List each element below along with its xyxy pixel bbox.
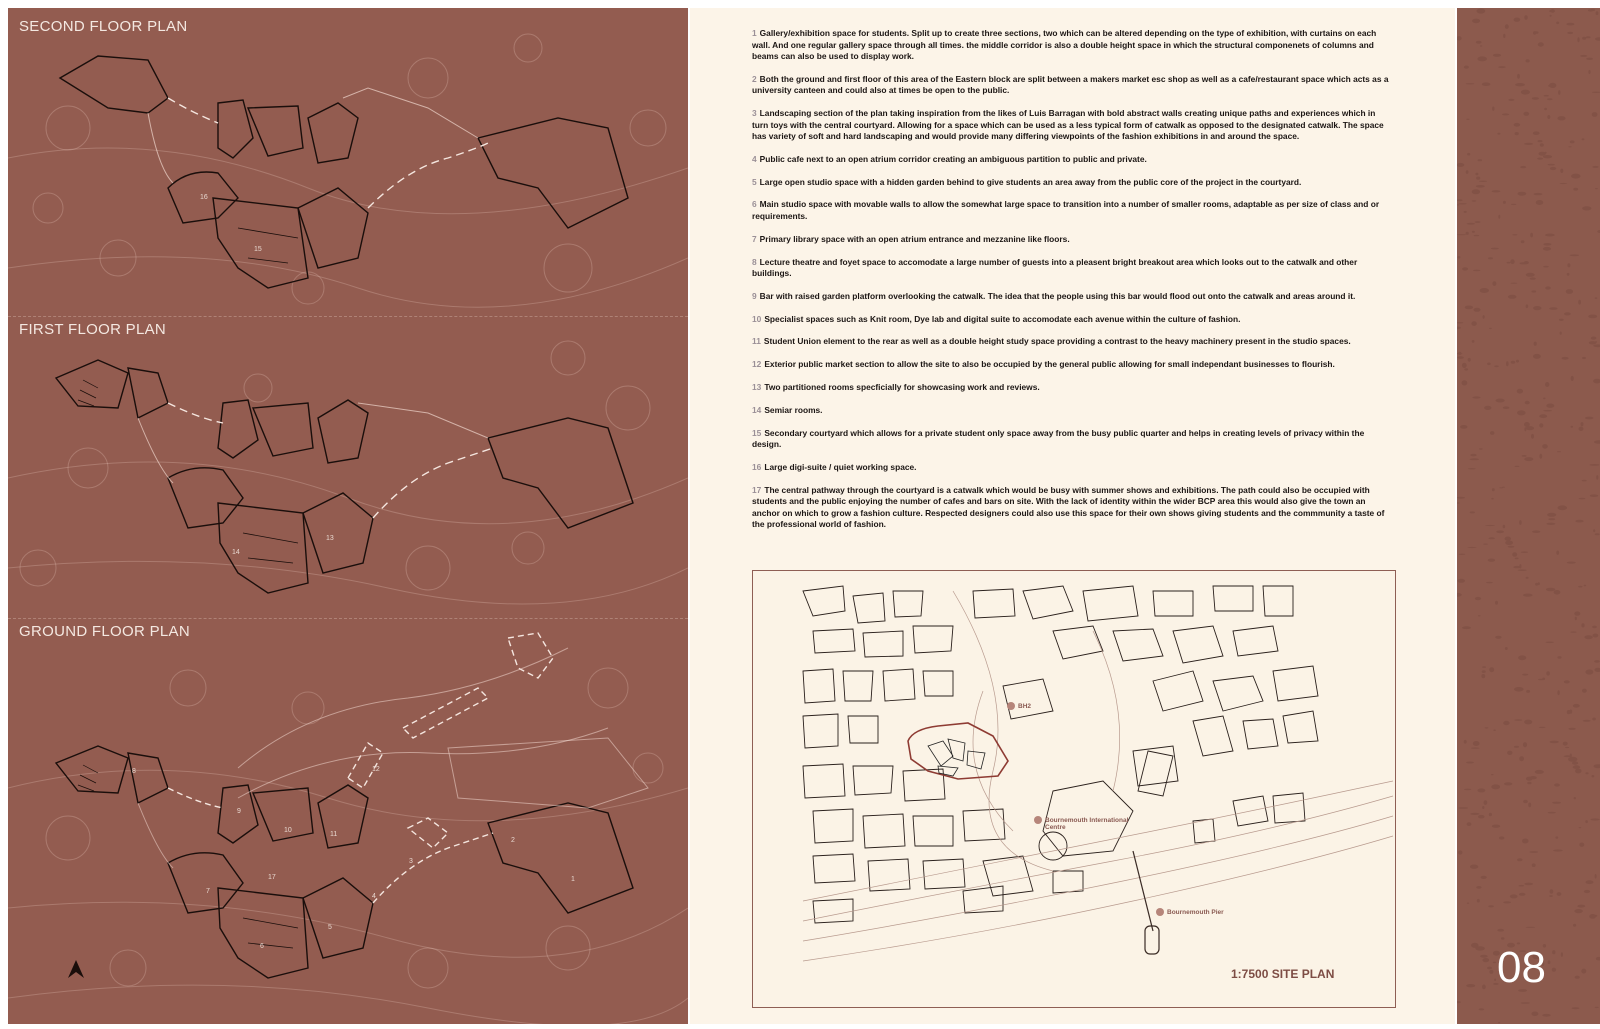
room-note-text: Gallery/exhibition space for students. Split up to create three sections, two which can be altered depending on the type of exhibition, with curtains on each wall. And one regular gallery space through all times. the middle corridor is also a double height space in which the structural componenets of columns and beams can also be used to display work. xyxy=(752,28,1377,61)
room-note-text: Two partitioned rooms specficially for showcasing work and reviews. xyxy=(764,382,1040,393)
room-note xyxy=(752,177,1392,189)
room-note xyxy=(752,382,1392,394)
room-note xyxy=(752,28,1392,63)
room-note xyxy=(752,108,1392,143)
room-note-number: 3 xyxy=(752,108,757,119)
room-note-number: 14 xyxy=(752,404,762,415)
room-number-label: 8 xyxy=(132,768,136,775)
pier-marker xyxy=(1156,908,1164,916)
page-number: 08 xyxy=(1497,943,1546,992)
room-number-label: 11 xyxy=(330,831,338,838)
room-note-text: Main studio space with movable walls to allow the somewhat large space to transition into a number of smaller rooms, adaptable as per size of class and or requirements. xyxy=(752,199,1380,221)
second-floor-plan-title: SECOND FLOOR PLAN xyxy=(19,18,188,35)
room-note-number: 1 xyxy=(752,28,757,38)
room-note-text: Student Union element to the rear as well as a double height study space providing a contrast to the heavy machinery present in the studio spaces. xyxy=(763,336,1351,347)
room-number-label: 14 xyxy=(232,549,240,556)
room-note-number: 4 xyxy=(752,153,757,164)
room-note-text: Specialist spaces such as Knit room, Dye lab and digital suite to accomodate each avenue within the culture of fashion. xyxy=(764,313,1241,324)
room-note-number: 6 xyxy=(752,199,757,210)
texture-panel xyxy=(1457,8,1600,1024)
room-note-number: 15 xyxy=(752,427,762,438)
room-note-text: Landscaping section of the plan taking inspiration from the likes of Luis Barragan with bold abstract walls creating unique paths and experiences which in turn toys with the central courtyard. Allowing for a space which can be used as a less typical form of catwalk as opposed to the designated catwalk. The space has variety of soft and hard landscaping and would provide many differing viewpoints of the fashion exhibitions in and around the space. xyxy=(752,108,1384,142)
site-plan-map xyxy=(753,571,1395,1007)
second-floor-plan xyxy=(60,56,628,288)
room-number-label: 7 xyxy=(206,888,210,895)
room-note-text: Primary library space with an open atrium entrance and mezzanine like floors. xyxy=(759,233,1070,244)
room-number-label: 16 xyxy=(200,194,208,201)
site-plan-title: 1:7500 SITE PLAN xyxy=(1231,967,1335,981)
room-note-text: Large digi-suite / quiet working space. xyxy=(764,461,917,472)
room-number-label: 6 xyxy=(260,943,264,950)
floor-plans-drawing xyxy=(8,8,688,1024)
texture-pattern xyxy=(1457,8,1600,1024)
room-note xyxy=(752,359,1392,371)
room-note xyxy=(752,428,1392,451)
room-note-number: 2 xyxy=(752,73,757,84)
room-note-number: 13 xyxy=(752,382,762,393)
description-panel xyxy=(690,8,1455,1024)
floor-plans-panel xyxy=(8,8,688,1024)
room-note-number: 16 xyxy=(752,461,762,472)
room-note xyxy=(752,74,1392,97)
room-number-label: 10 xyxy=(284,827,292,834)
room-note-text: Both the ground and first floor of this area of the Eastern block are split between a makers market esc shop as well as a cafe/restaurant space which acts as a university canteen and could also at times be open to the public. xyxy=(752,73,1389,96)
first-floor-plan-title: FIRST FLOOR PLAN xyxy=(19,321,167,338)
north-arrow-icon xyxy=(68,960,84,978)
room-note xyxy=(752,314,1392,326)
bic-label: Bournemouth International Centre xyxy=(1045,817,1129,831)
room-note xyxy=(752,154,1392,166)
pier-label: Bournemouth Pier xyxy=(1167,909,1224,916)
room-note-number: 11 xyxy=(752,336,761,347)
room-note-text: Secondary courtyard which allows for a private student only space away from the busy public quarter and helps in creating levels of privacy within the design. xyxy=(752,427,1365,450)
room-note xyxy=(752,405,1392,417)
room-number-label: 4 xyxy=(372,893,376,900)
site-plan xyxy=(752,570,1396,1008)
room-note xyxy=(752,336,1392,348)
room-note xyxy=(752,234,1392,246)
room-note-number: 10 xyxy=(752,313,762,324)
plan-divider xyxy=(8,316,688,317)
room-note-number: 5 xyxy=(752,176,757,187)
room-number-label: 2 xyxy=(511,837,515,844)
room-note-text: The central pathway through the courtyard is a catwalk which would be busy with summer shows and exhibitions. The path could also be occupied with students and the public enjoying the number of cafes and bars on site. With the lack of identity within the wider BCP area this would also give the town an anchor on which to grow a fashion culture. Respected designers could also use this space for their own shows giving students and the commmunity a taste of the professional world of fashion. xyxy=(752,484,1385,530)
room-note-number: 12 xyxy=(752,359,762,370)
plan-divider xyxy=(8,618,688,619)
room-note-text: Bar with raised garden platform overlooking the catwalk. The idea that the people using this bar would flood out onto the catwalk and areas around it. xyxy=(759,290,1356,301)
room-number-label: 9 xyxy=(237,808,241,815)
room-note xyxy=(752,199,1392,222)
room-number-label: 13 xyxy=(326,535,334,542)
bh2-marker xyxy=(1007,702,1015,710)
room-note-text: Public cafe next to an open atrium corridor creating an ambiguous partition to public and private. xyxy=(759,153,1147,164)
room-number-label: 15 xyxy=(254,246,262,253)
room-note xyxy=(752,257,1392,280)
room-number-label: 3 xyxy=(409,858,413,865)
room-note-text: Lecture theatre and foyet space to accomodate a large number of guests into a pleasent bright breakout area which looks out to the catwalk and other buildings. xyxy=(752,256,1358,279)
ground-floor-plan-title: GROUND FLOOR PLAN xyxy=(19,623,190,640)
room-note-number: 8 xyxy=(752,256,757,267)
room-note xyxy=(752,462,1392,474)
room-note-text: Semiar rooms. xyxy=(764,404,823,415)
bic-marker xyxy=(1034,816,1042,824)
room-number-label: 12 xyxy=(372,766,380,773)
room-note xyxy=(752,485,1392,531)
room-note-number: 7 xyxy=(752,233,757,244)
room-note-number: 17 xyxy=(752,484,762,495)
room-note-number: 9 xyxy=(752,290,757,301)
bh2-label: BH2 xyxy=(1018,703,1032,710)
room-number-label: 1 xyxy=(571,876,575,883)
room-number-label: 5 xyxy=(328,924,332,931)
room-notes-list xyxy=(752,28,1392,542)
room-note-text: Exterior public market section to allow the site to also be occupied by the general public allowing for small independant businesses to flourish. xyxy=(764,359,1335,370)
room-number-label: 17 xyxy=(268,874,276,881)
first-floor-plan xyxy=(56,360,633,593)
room-note xyxy=(752,291,1392,303)
room-note-text: Large open studio space with a hidden garden behind to give students an area away from the public core of the project in the courtyard. xyxy=(759,176,1302,187)
